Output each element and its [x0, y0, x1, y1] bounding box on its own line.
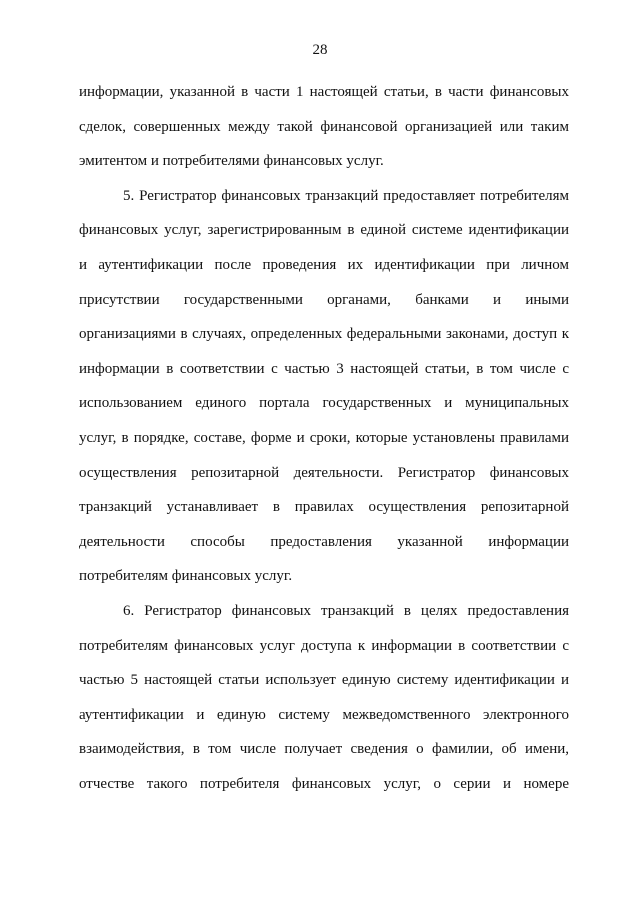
text-line: сделок, совершенных между такой финансовой организацией или таким — [79, 118, 569, 135]
text-line: информации в соответствии с частью 3 настоящей статьи, в том числе с — [79, 360, 569, 377]
text-line: аутентификации и единую систему межведомственного электронного — [79, 706, 569, 723]
text-line: потребителям финансовых услуг доступа к информации в соответствии с — [79, 637, 569, 654]
text-line: эмитентом и потребителями финансовых услуг. — [79, 153, 384, 170]
text-line: частью 5 настоящей статьи использует единую систему идентификации и — [79, 672, 569, 689]
text-line: использованием единого портала государственных и муниципальных — [79, 395, 569, 412]
text-line: деятельности способы предоставления указанной информации — [79, 533, 569, 550]
text-line: отчестве такого потребителя финансовых услуг, о серии и номере — [79, 775, 569, 792]
page-number: 28 — [312, 42, 328, 58]
text-line: взаимодействия, в том числе получает сведения о фамилии, об имени, — [79, 741, 569, 758]
paragraph-continuation — [79, 81, 569, 185]
paragraph-item-6 — [79, 600, 569, 808]
text-line: организациями в случаях, определенных федеральными законами, доступ к — [79, 326, 569, 343]
text-line: осуществления репозитарной деятельности. Регистратор финансовых — [79, 464, 569, 481]
paragraph-item-5 — [79, 185, 569, 600]
text-line: присутствии государственными органами, банками и иными — [79, 291, 569, 308]
text-line: 5. Регистратор финансовых транзакций предоставляет потребителям — [123, 187, 569, 204]
text-line: и аутентификации после проведения их идентификации при личном — [79, 256, 569, 273]
text-line: потребителям финансовых услуг. — [79, 568, 293, 585]
text-line: информации, указанной в части 1 настоящей статьи, в части финансовых — [79, 84, 569, 100]
document-body — [79, 81, 569, 807]
text-line: услуг, в порядке, составе, форме и сроки, которые установлены правилами — [79, 429, 569, 446]
text-line: 6. Регистратор финансовых транзакций в целях предоставления — [123, 602, 569, 619]
text-line: финансовых услуг, зарегистрированным в единой системе идентификации — [79, 222, 569, 239]
text-line: транзакций устанавливает в правилах осуществления репозитарной — [79, 499, 569, 516]
